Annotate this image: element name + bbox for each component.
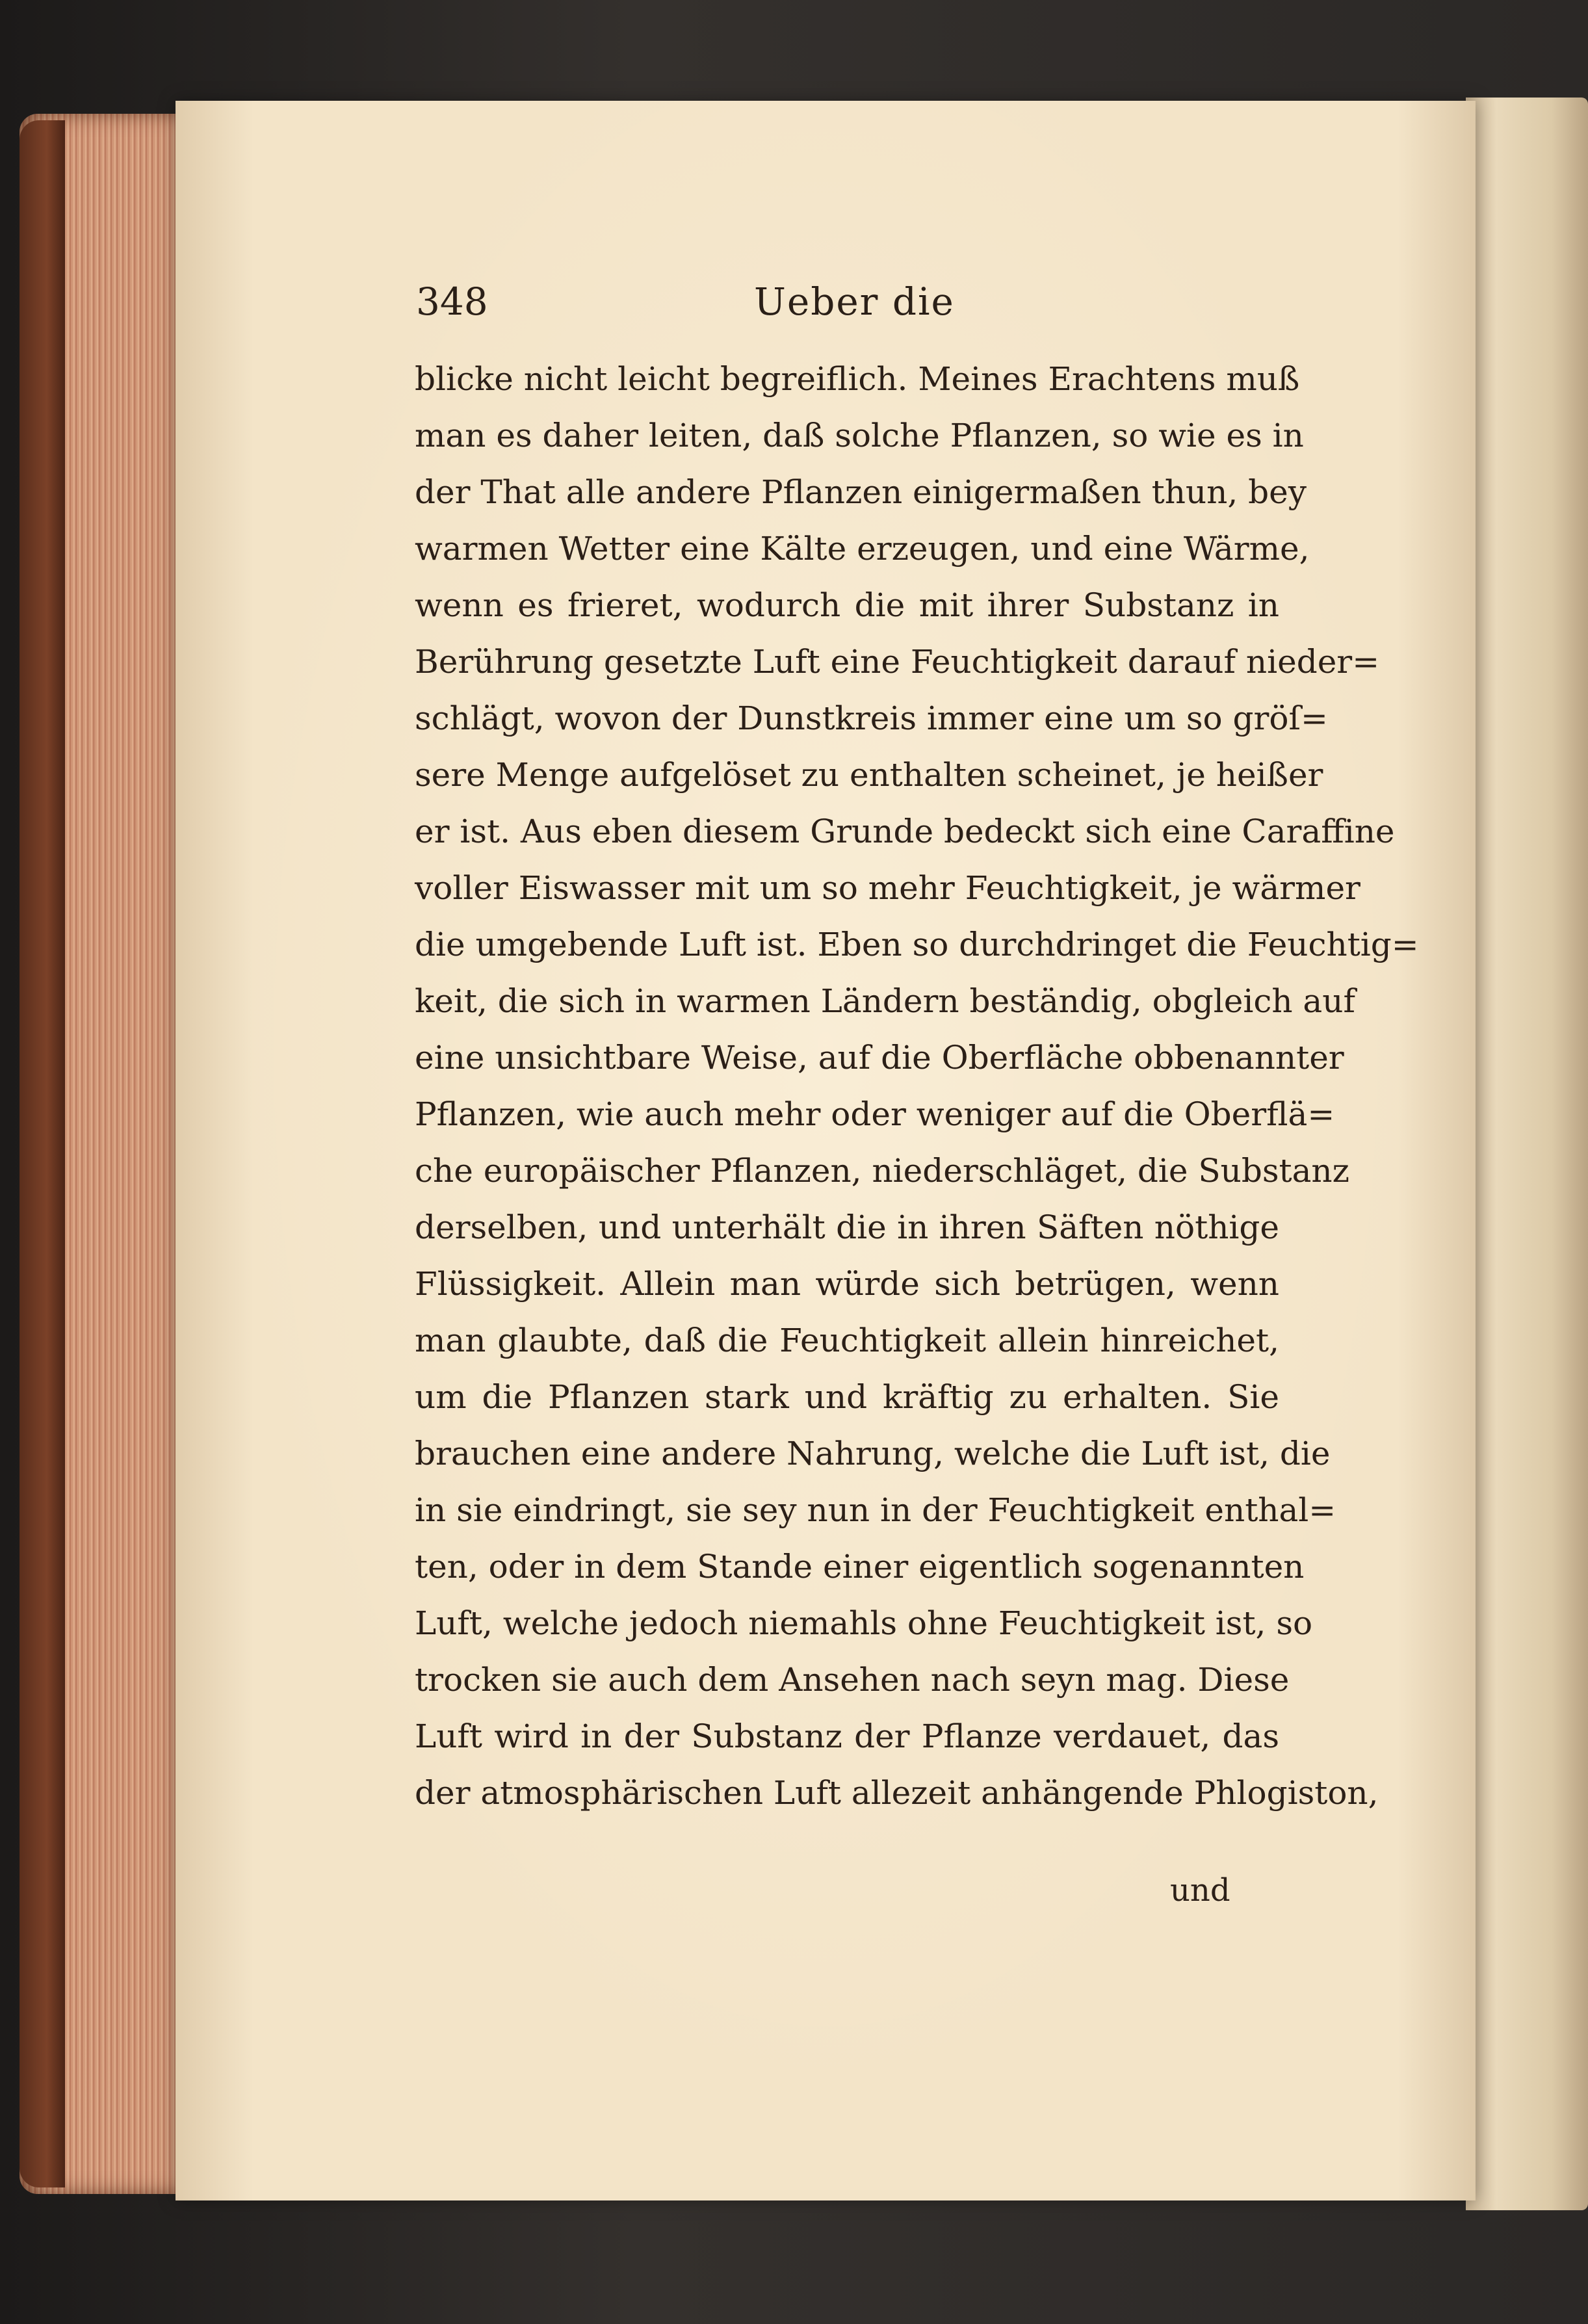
facing-page-edge	[1466, 98, 1588, 2210]
text-line: Berührung gesetzte Luft eine Feuchtigkeit darauf nieder=	[415, 643, 1380, 681]
page-number: 348	[416, 280, 488, 324]
text-line: man glaubte, daß die Feuchtigkeit allein hinreichet,	[415, 1322, 1279, 1359]
text-line: derselben, und unterhält die in ihren Säften nöthige	[415, 1208, 1279, 1246]
text-line: voller Eiswasser mit um so mehr Feuchtigkeit, je wärmer	[415, 869, 1360, 907]
running-head: Ueber die	[754, 280, 955, 324]
body-text	[415, 351, 1419, 1821]
text-line: man es daher leiten, daß solche Pflanzen, so wie es in	[415, 417, 1304, 454]
text-line: Flüssigkeit. Allein man würde sich betrügen, wenn	[415, 1265, 1279, 1303]
text-line: warmen Wetter eine Kälte erzeugen, und eine Wärme,	[415, 530, 1310, 568]
text-line: um die Pflanzen stark und kräftig zu erhalten. Sie	[415, 1378, 1279, 1416]
text-line: wenn es frieret, wodurch die mit ihrer Substanz in	[415, 586, 1279, 624]
text-line: ten, oder in dem Stande einer eigentlich sogenannten	[415, 1548, 1305, 1586]
text-line: die umgebende Luft ist. Eben so durchdringet die Feuchtig=	[415, 926, 1419, 963]
text-line: blicke nicht leicht begreiflich. Meines Erachtens muß	[415, 360, 1300, 398]
page-header	[416, 280, 1313, 332]
book-cover-edge	[20, 120, 65, 2187]
text-line: er ist. Aus eben diesem Grunde bedeckt sich eine Caraffine	[415, 813, 1395, 850]
text-line: der That alle andere Pflanzen einigermaßen thun, bey	[415, 473, 1307, 511]
text-line: keit, die sich in warmen Ländern beständig, obgleich auf	[415, 982, 1355, 1020]
catchword: und	[1170, 1872, 1230, 1909]
text-line: schlägt, wovon der Dunstkreis immer eine um so gröſ=	[415, 699, 1328, 737]
text-line: Luft wird in der Substanz der Pflanze verdauet, das	[415, 1717, 1279, 1755]
text-line: trocken sie auch dem Ansehen nach seyn mag. Diese	[415, 1661, 1290, 1699]
text-line: brauchen eine andere Nahrung, welche die Luft ist, die	[415, 1435, 1331, 1472]
text-line: Pflanzen, wie auch mehr oder weniger auf die Oberflä=	[415, 1095, 1335, 1133]
text-line: che europäischer Pflanzen, niederschläget, die Substanz	[415, 1152, 1349, 1190]
text-line: der atmosphärischen Luft allezeit anhängende Phlogiston,	[415, 1774, 1379, 1812]
text-line: sere Menge aufgelöset zu enthalten scheinet, je heißer	[415, 756, 1323, 794]
text-line: Luft, welche jedoch niemahls ohne Feuchtigkeit ist, so	[415, 1604, 1313, 1642]
text-line: eine unsichtbare Weise, auf die Oberfläche obbenannter	[415, 1039, 1344, 1077]
text-line: in sie eindringt, sie sey nun in der Feuchtigkeit enthal=	[415, 1491, 1336, 1529]
